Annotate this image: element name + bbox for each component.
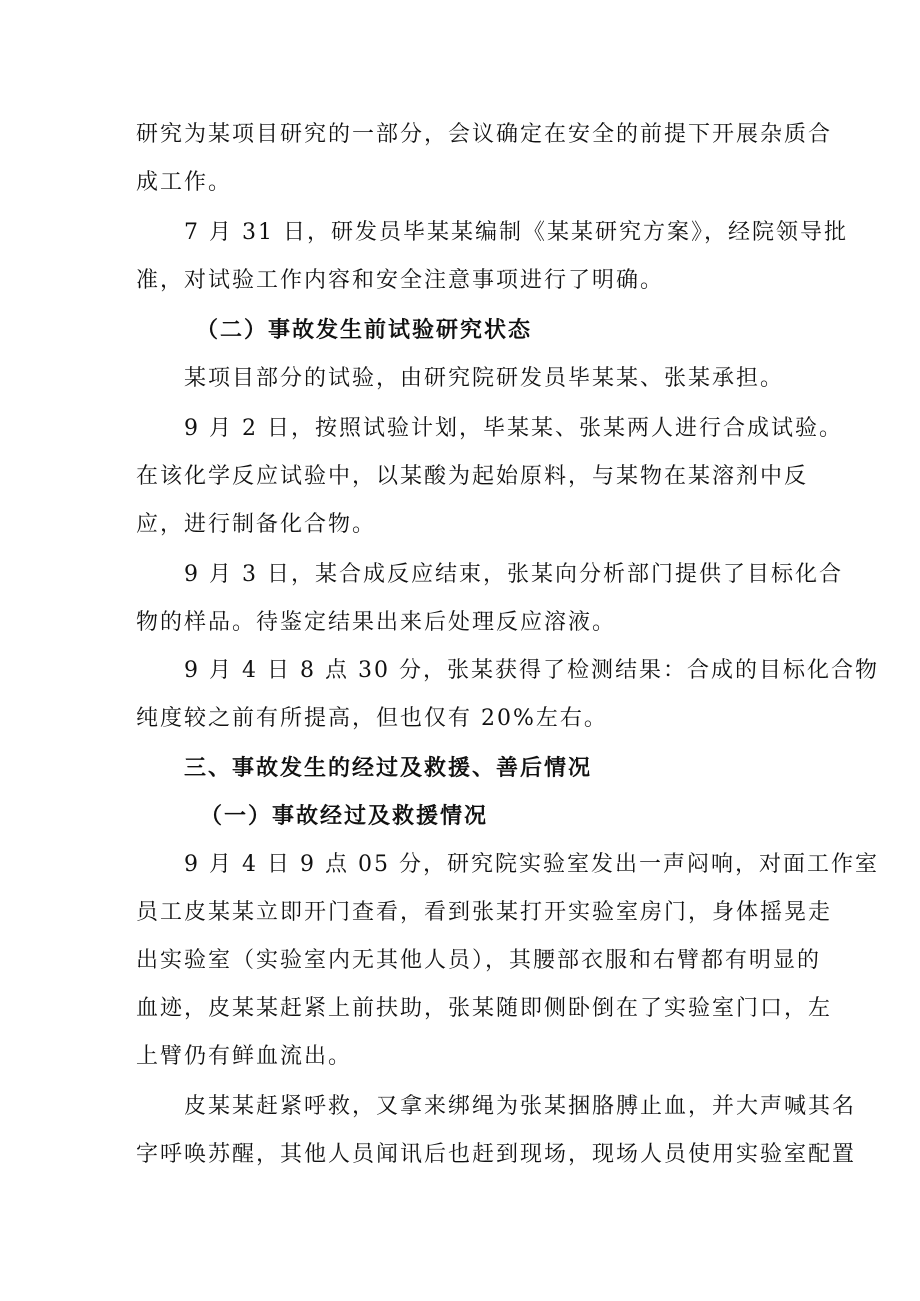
paragraph-line: 纯度较之前有所提高，但也仅有 20%左右。 xyxy=(136,706,608,731)
paragraph-line: 字呼唤苏醒，其他人员闻讯后也赶到现场，现场人员使用实验室配置 xyxy=(136,1142,857,1167)
section-heading: （二）事故发生前试验研究状态 xyxy=(196,318,533,343)
paragraph-line: 9 月 4 日 9 点 05 分，研究院实验室发出一声闷响，对面工作室 xyxy=(184,852,879,877)
paragraph-line: 7 月 31 日，研发员毕某某编制《某某研究方案》，经院领导批 xyxy=(184,220,848,245)
paragraph-line: 出实验室（实验室内无其他人员），其腰部衣服和右臂都有明显的 xyxy=(136,948,822,973)
paragraph-line: 员工皮某某立即开门查看，看到张某打开实验室房门，身体摇晃走 xyxy=(136,900,833,925)
paragraph-line: 上臂仍有鲜血流出。 xyxy=(136,1044,353,1069)
chapter-heading: 三、事故发生的经过及救援、善后情况 xyxy=(184,756,593,781)
paragraph-line: 研究为某项目研究的一部分，会议确定在安全的前提下开展杂质合 xyxy=(136,122,833,147)
paragraph-line: 9 月 4 日 8 点 30 分，张某获得了检测结果：合成的目标化合物 xyxy=(184,658,879,683)
paragraph-line: 血迹，皮某某赶紧上前扶助，张某随即侧卧倒在了实验室门口，左 xyxy=(136,996,833,1021)
paragraph-line: 准，对试验工作内容和安全注意事项进行了明确。 xyxy=(136,268,665,293)
section-heading: （一）事故经过及救援情况 xyxy=(200,804,489,829)
paragraph-line: 在该化学反应试验中，以某酸为起始原料，与某物在某溶剂中反 xyxy=(136,464,809,489)
paragraph-line: 皮某某赶紧呼救，又拿来绑绳为张某捆胳膊止血，并大声喊其名 xyxy=(184,1094,857,1119)
paragraph-line: 9 月 3 日，某合成反应结束，张某向分析部门提供了目标化合 xyxy=(184,562,843,587)
paragraph-line: 9 月 2 日，按照试验计划，毕某某、张某两人进行合成试验。 xyxy=(184,416,843,441)
paragraph-line: 成工作。 xyxy=(136,170,233,195)
paragraph-line: 某项目部分的试验，由研究院研发员毕某某、张某承担。 xyxy=(184,366,785,391)
paragraph-line: 物的样品。待鉴定结果出来后处理反应溶液。 xyxy=(136,610,617,635)
paragraph-line: 应，进行制备化合物。 xyxy=(136,512,377,537)
